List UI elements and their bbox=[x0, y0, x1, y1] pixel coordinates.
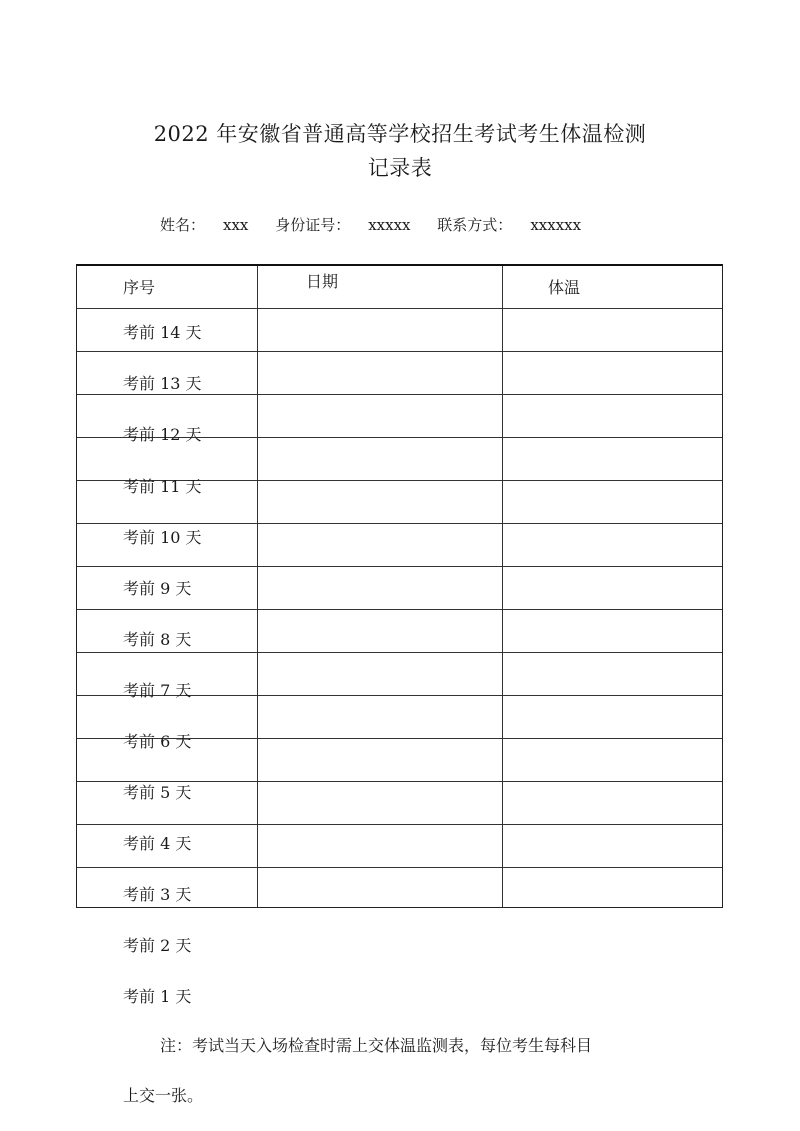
row-label: 考前 5 天 bbox=[123, 783, 192, 802]
row-label: 考前 8 天 bbox=[123, 630, 192, 649]
column-divider bbox=[257, 266, 258, 907]
contact-label: 联系方式： bbox=[437, 216, 513, 234]
header-date: 日期 bbox=[306, 272, 339, 291]
row-label: 考前 7 天 bbox=[123, 681, 192, 700]
row-divider bbox=[77, 351, 722, 352]
candidate-info bbox=[160, 214, 603, 235]
row-label: 考前 4 天 bbox=[123, 834, 192, 853]
row-divider bbox=[77, 867, 722, 868]
row-label: 考前 1 天 bbox=[123, 987, 192, 1006]
row-label: 考前 3 天 bbox=[123, 885, 192, 904]
row-divider bbox=[77, 308, 722, 309]
row-label: 考前 13 天 bbox=[123, 374, 202, 393]
row-divider bbox=[77, 523, 722, 524]
id-label: 身份证号： bbox=[275, 216, 351, 234]
note-line-1: 注：考试当天入场检查时需上交体温监测表，每位考生每科目 bbox=[160, 1036, 593, 1055]
header-temperature: 体温 bbox=[548, 278, 581, 297]
row-label: 考前 12 天 bbox=[123, 425, 202, 444]
row-label: 考前 14 天 bbox=[123, 323, 202, 342]
row-label: 考前 6 天 bbox=[123, 732, 192, 751]
document-title-line2: 记录表 bbox=[367, 156, 433, 180]
row-divider bbox=[77, 609, 722, 610]
column-divider bbox=[502, 266, 503, 907]
id-value: xxxxx bbox=[368, 216, 411, 234]
header-seq: 序号 bbox=[123, 278, 156, 297]
row-divider bbox=[77, 566, 722, 567]
name-label: 姓名： bbox=[160, 216, 206, 234]
row-label: 考前 11 天 bbox=[123, 477, 202, 496]
name-value: xxx bbox=[223, 216, 249, 234]
row-divider bbox=[77, 824, 722, 825]
row-label: 考前 9 天 bbox=[123, 579, 192, 598]
document-title: 2022 年安徽省普通高等学校招生考试考生体温检测 bbox=[153, 122, 647, 146]
row-divider bbox=[77, 394, 722, 395]
contact-value: xxxxxx bbox=[530, 216, 582, 234]
row-label: 考前 2 天 bbox=[123, 936, 192, 955]
note-line-2: 上交一张。 bbox=[123, 1086, 204, 1105]
row-label: 考前 10 天 bbox=[123, 528, 202, 547]
row-divider bbox=[77, 652, 722, 653]
